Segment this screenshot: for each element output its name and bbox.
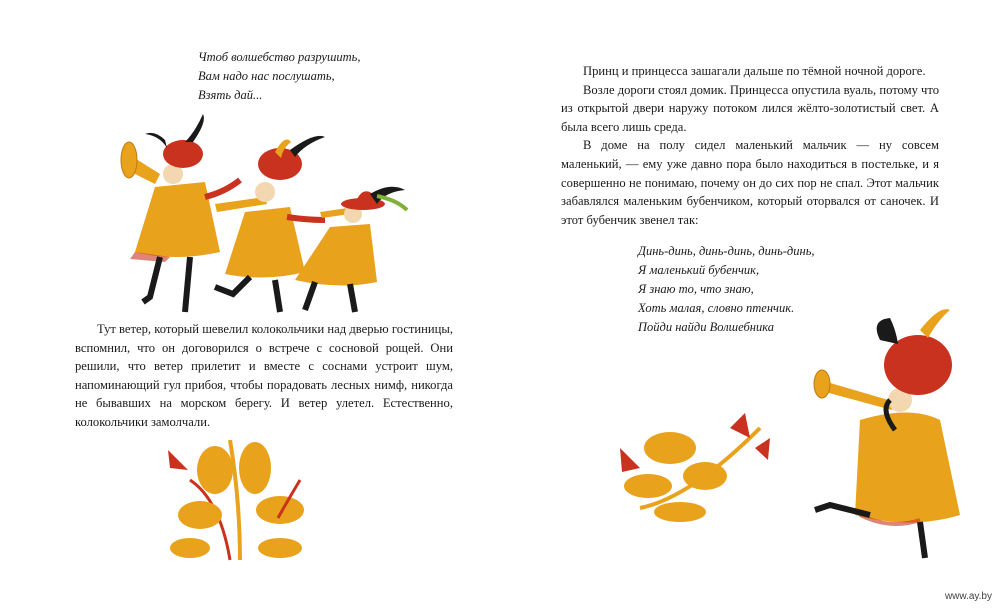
right-poem <box>638 242 815 337</box>
right-page <box>500 0 1000 608</box>
poem-line: Я маленький бубенчик, <box>638 263 760 277</box>
trumpeter-figure <box>121 114 240 312</box>
poem-line: Пойди найди Волшебника <box>638 320 774 334</box>
body-text: В доме на полу сидел маленький мальчик — ну совсем маленький, — ему уже давно пора было находиться в постельке, и я совершенно не понимаю, почему он до сих пор не спал. Этот мальчик забавлялся маленьким бубенчиком, который оторвался от саночек. И этот бубенчик звенел так: <box>561 138 939 227</box>
poem-line: Я знаю то, что знаю, <box>638 282 754 296</box>
poem-line: Динь-динь, динь-динь, динь-динь, <box>638 244 815 258</box>
left-paragraph <box>75 320 453 432</box>
ornament-illustration <box>160 440 320 570</box>
body-text: Возле дороги стоял домик. Принцесса опустила вуаль, потому что из открытой двери наружу потоком лился жёлто-золотистый свет. А была всего лишь среда. <box>561 82 939 134</box>
watermark-text: www.ay.by <box>944 591 992 602</box>
poem-line: Вам надо нас послушать, <box>198 69 335 83</box>
right-paragraphs <box>561 62 939 229</box>
trumpeter-illustration <box>800 300 1000 560</box>
body-text: Тут ветер, который шевелил колокольчики над дверью гостиницы, вспомнил, что он договорился о встрече с сосновой рощей. Они решили, что ветер прилетит и вместе с соснами устроит шум, напоминающий гул прибоя, чтобы порадовать лесных нимф, никогда не бывавших на морском берегу. И ветер улетел. Естественно, колокольчики замолчали. <box>75 322 453 429</box>
ornament-illustration <box>610 408 770 528</box>
trumpeter-figure <box>295 187 407 312</box>
trumpeters-illustration <box>115 112 415 317</box>
trumpeter-figure <box>215 136 325 312</box>
body-text: Принц и принцесса зашагали дальше по тёмной ночной дороге. <box>583 64 926 78</box>
left-poem <box>198 48 360 105</box>
poem-line: Взять дай... <box>198 88 263 102</box>
poem-line: Хоть малая, словно птенчик. <box>638 301 795 315</box>
poem-line: Чтоб волшебство разрушить, <box>198 50 361 64</box>
